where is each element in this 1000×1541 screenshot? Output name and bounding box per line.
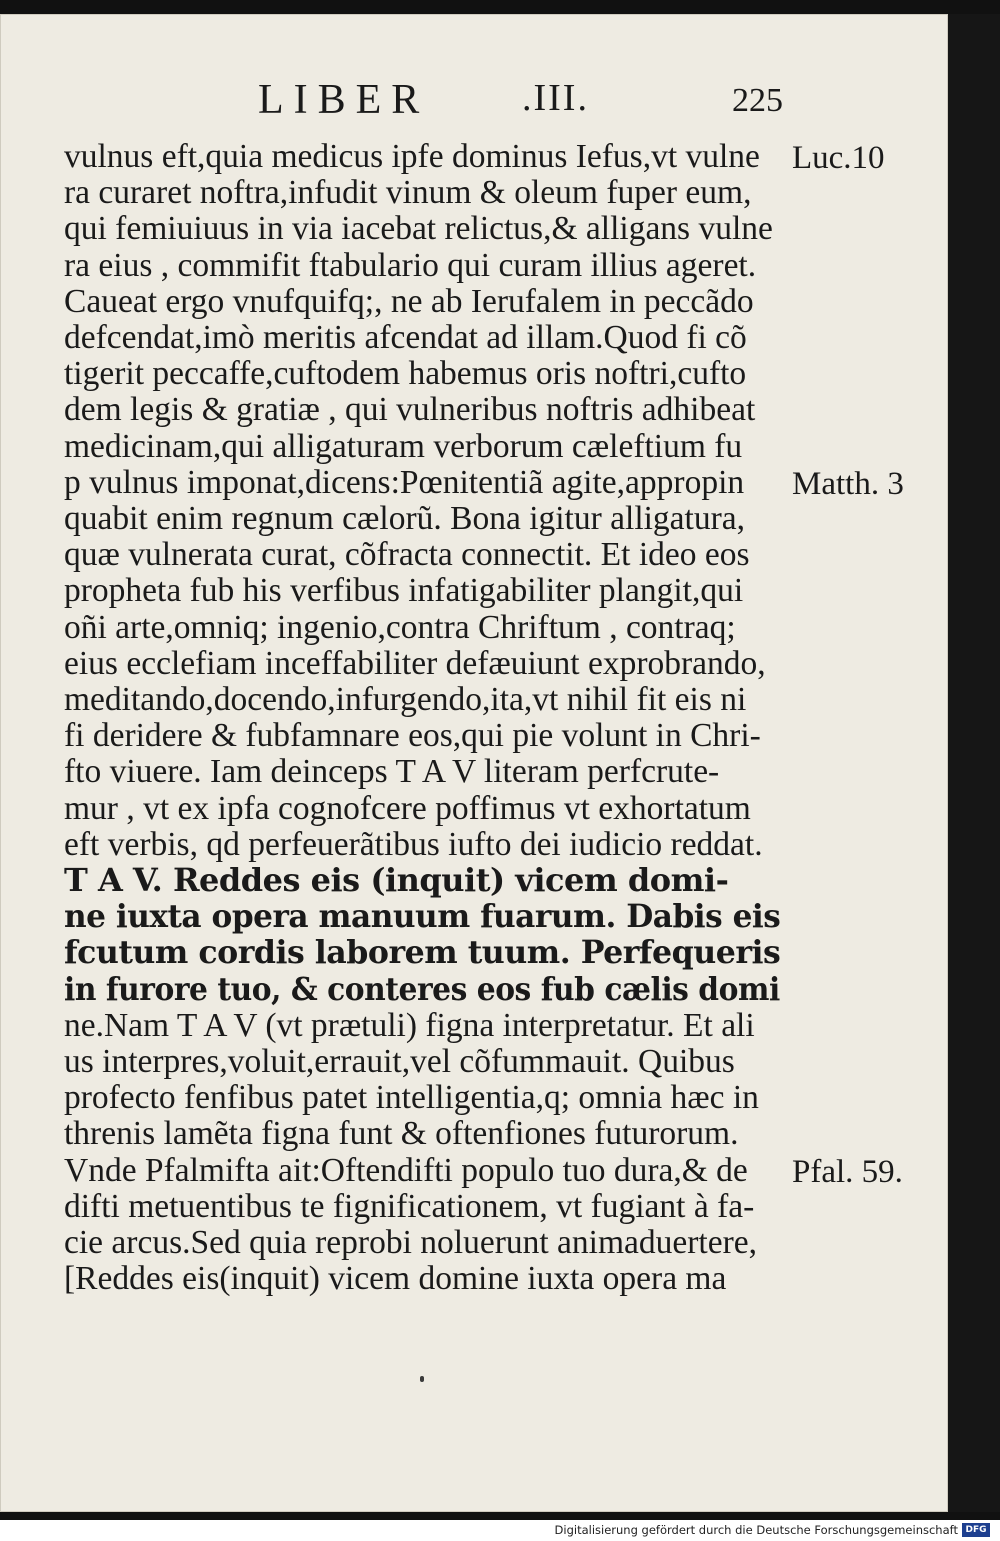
text-line: vulnus eft,quia medicus ipfe dominus Iefus,vt vulne xyxy=(64,138,760,175)
footer-bar xyxy=(0,1520,1000,1541)
text-line: eft verbis, qd perfeuerãtibus iufto dei iudicio reddat. xyxy=(64,825,763,863)
text-line: threnis lamẽta figna funt & oftenfiones futurorum. xyxy=(64,1115,739,1153)
text-line: dem legis & gratiæ , qui vulneribus noftris adhibeat xyxy=(64,391,756,429)
text-line: quabit enim regnum cælorũ. Bona igitur alligatura, xyxy=(64,500,746,537)
text-line: Vnde Pfalmifta ait:Oftendifti populo tuo dura,& de xyxy=(64,1151,748,1189)
text-line: p vulnus imponat,dicens:Pœnitentiã agite,appropin xyxy=(64,463,745,501)
text-line: medicinam,qui alligaturam verborum cæleftium fu xyxy=(64,427,743,465)
dfg-logo-icon: DFG xyxy=(962,1523,990,1537)
text-line: Caueat ergo vnufquifq;, ne ab Ierufalem in peccãdo xyxy=(64,282,754,320)
footer-credit: Digitalisierung gefördert durch die Deutsche Forschungsgemeinschaft xyxy=(554,1523,958,1537)
text-line: defcendat,imò meritis afcendat ad illam.Quod fi cõ xyxy=(64,319,747,356)
text-line: mur , vt ex ipfa cognofcere poffimus vt exhortatum xyxy=(64,789,751,827)
text-line: fi deridere & fubfamnare eos,qui pie volunt in Chri- xyxy=(64,717,761,755)
page-number: 225 xyxy=(732,82,783,119)
page-header xyxy=(0,76,948,126)
text-line: fcutum cordis laborem tuum. Perfequeris xyxy=(64,933,781,972)
book-number: .III. xyxy=(522,77,589,119)
text-line: meditando,docendo,infurgendo,ita,vt nihil fit eis ni xyxy=(64,681,747,718)
text-line: eius ecclefiam inceffabiliter defæuiunt exprobrando, xyxy=(64,644,766,682)
text-line: ne.Nam T A V (vt prætuli) figna interpretatur. Et ali xyxy=(64,1006,755,1044)
text-line: T A V. Reddes eis (inquit) vicem domi- xyxy=(64,861,729,899)
text-line: ra curaret noftra,infudit vinum & oleum fuper eum, xyxy=(64,174,752,212)
text-line: ne iuxta opera manuum fuarum. Dabis eis xyxy=(64,897,781,936)
book-page xyxy=(0,14,948,1512)
running-head: LIBER xyxy=(258,77,430,123)
text-line: profecto fenfibus patet intelligentia,q; omnia hæc in xyxy=(64,1079,759,1117)
text-line: ra eius , commifit ftabulario qui curam illius ageret. xyxy=(64,246,757,284)
margin-note: Matth. 3 xyxy=(792,465,904,502)
margin-note: Luc.10 xyxy=(792,140,885,176)
text-line: cie arcus.Sed quia reprobi noluerunt animaduertere, xyxy=(64,1224,757,1261)
text-line: difti metuentibus te fignificationem, vt fugiant à fa- xyxy=(64,1187,755,1225)
text-line: tigerit peccaffe,cuftodem habemus oris noftri,cufto xyxy=(64,355,747,393)
scan-edge xyxy=(948,14,1000,1512)
text-line: oñi arte,omniq; ingenio,contra Chriftum , contraq; xyxy=(64,608,736,646)
text-line: propheta fub his verfibus infatigabiliter plangit,qui xyxy=(64,572,744,610)
text-line: in furore tuo, & conteres eos fub cælis domi xyxy=(64,969,780,1008)
text-line: qui femiuiuus in via iacebat relictus,& alligans vulne xyxy=(64,210,773,248)
margin-note: Pfal. 59. xyxy=(792,1153,903,1190)
text-line: [Reddes eis(inquit) vicem domine iuxta opera ma xyxy=(64,1260,727,1298)
text-line: fto viuere. Iam deinceps T A V literam perfcrute- xyxy=(64,753,720,791)
text-line: quæ vulnerata curat, cõfracta connectit. Et ideo eos xyxy=(64,536,750,574)
ink-speck xyxy=(420,1376,424,1382)
text-line: us interpres,voluit,errauit,vel cõfummauit. Quibus xyxy=(64,1043,735,1080)
